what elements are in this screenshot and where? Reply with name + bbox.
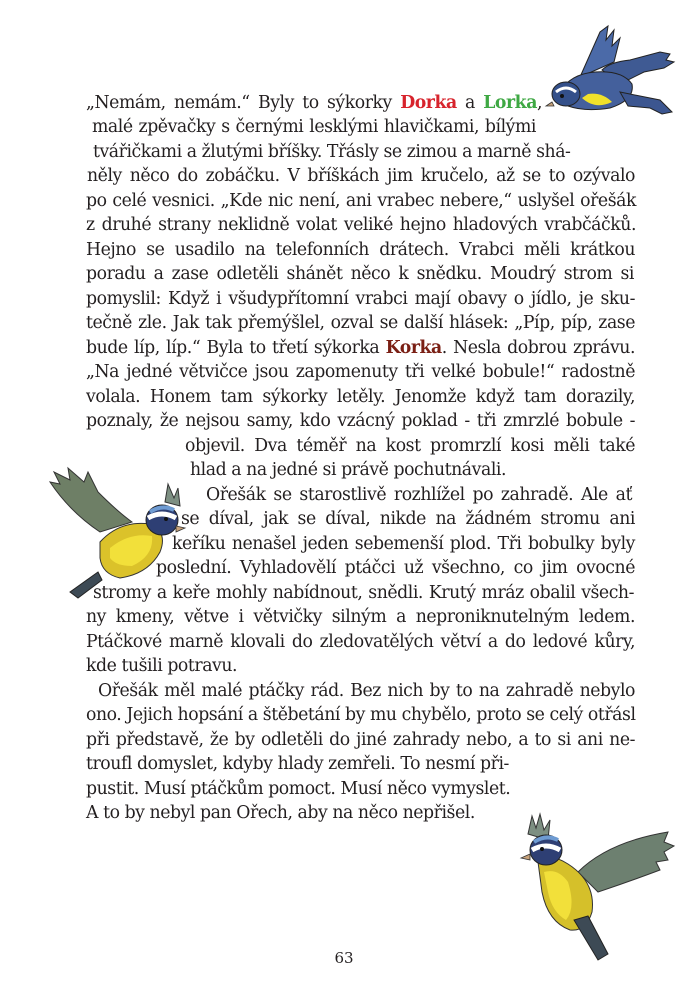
text-line: tečně zle. Jak tak přemýšlel, ozval se další hlásek: „Píp, píp, zase [86,313,635,333]
text-segment: bude líp, líp.“ Byla to třetí sýkorka [86,338,386,358]
text-line: malé zpěvačky s černými lesklými hlavičkami, bílými [92,117,536,137]
text-line: poradu a zase odletěli shánět něco k snědku. Moudrý strom si [86,264,634,284]
text-line: z druhé strany neklidně volat veliké hejno hladových vrabčáčků. [86,215,636,235]
text-line: poslední. Vyhladovělí ptáčci už všechno, co jim ovocné [156,558,635,578]
text-line: po celé vesnici. „Kde nic není, ani vrabec nebere,“ uslyšel ořešák [86,191,636,211]
text-line: se díval, jak se díval, nikde na žádném stromu ani [181,509,635,529]
text-line: Ořešák se starostlivě rozhlížel po zahradě. Ale ať [206,485,632,505]
text-line: kde tušili potravu. [86,656,238,676]
text-segment: a [456,93,484,113]
text-line: tvářičkami a žlutými bříšky. Třásly se zimou a marně shá- [93,142,571,162]
flying-bird-bottom-right-illustration [518,812,678,962]
name-korka: Korka [385,338,442,358]
text-line: při představě, že by odletěli do jiné zahrady nebo, a to si ani ne- [86,730,635,750]
flying-bird-top-right-illustration [540,22,680,132]
text-line: Ptáčkové marně klovali do zledovatělých větví a do ledové kůry, [86,632,635,652]
text-line: Hejno se usadilo na telefonních drátech. Vrabci měli krátkou [86,240,635,260]
text-line: ny kmeny, větve i větvičky silným a neproniknutelným ledem. [86,607,635,627]
text-line: poznaly, že nejsou samy, kdo vzácný poklad - tři zmrzlé bobule - [86,411,635,431]
text-segment: , [536,93,542,113]
text-line: ono. Jejich hopsání a štěbetání by mu chybělo, proto se celý otřásl [86,705,636,725]
text-line: něly něco do zobáčku. V bříškách jim kručelo, až se to ozývalo [87,166,635,186]
text-line: „Na jedné větvičce jsou zapomenuty tři velké bobule!“ radostně [86,362,635,382]
name-dorka: Dorka [400,93,457,113]
text-line: troufl domyslet, kdyby hlady zemřeli. To nesmí při- [86,754,509,774]
page-number: 63 [334,949,354,967]
text-line: objevil. Dva téměř na kost promrzlí kosi měli také [185,436,635,456]
text-line: A to by nebyl pan Ořech, aby na něco nepřišel. [86,803,475,823]
text-line: keříku nenašel jeden sebemenší plod. Tři bobulky byly [172,534,635,554]
text-line: volala. Honem tam sýkorky letěly. Jenomže když tam dorazily, [86,387,635,407]
text-line: stromy a keře mohly nabídnout, snědli. Krutý mráz obalil všech- [93,583,634,603]
text-line: pomyslil: Když i všudypřítomní vrabci mají obavy o jídlo, je sku- [86,289,635,309]
text-segment: . Nesla dobrou zprávu. [441,338,636,358]
name-lorka: Lorka [483,93,537,113]
text-line [86,91,542,115]
text-line: pustit. Musí ptáčkům pomoct. Musí něco vymyslet. [86,779,511,799]
text-line: Ořešák měl malé ptáčky rád. Bez nich by to na zahradě nebylo [98,681,635,701]
text-segment: „Nemám, nemám.“ Byly to sýkorky [86,93,401,113]
text-line: hlad a na jedné si právě pochutnávali. [190,460,507,480]
text-line [86,336,635,360]
